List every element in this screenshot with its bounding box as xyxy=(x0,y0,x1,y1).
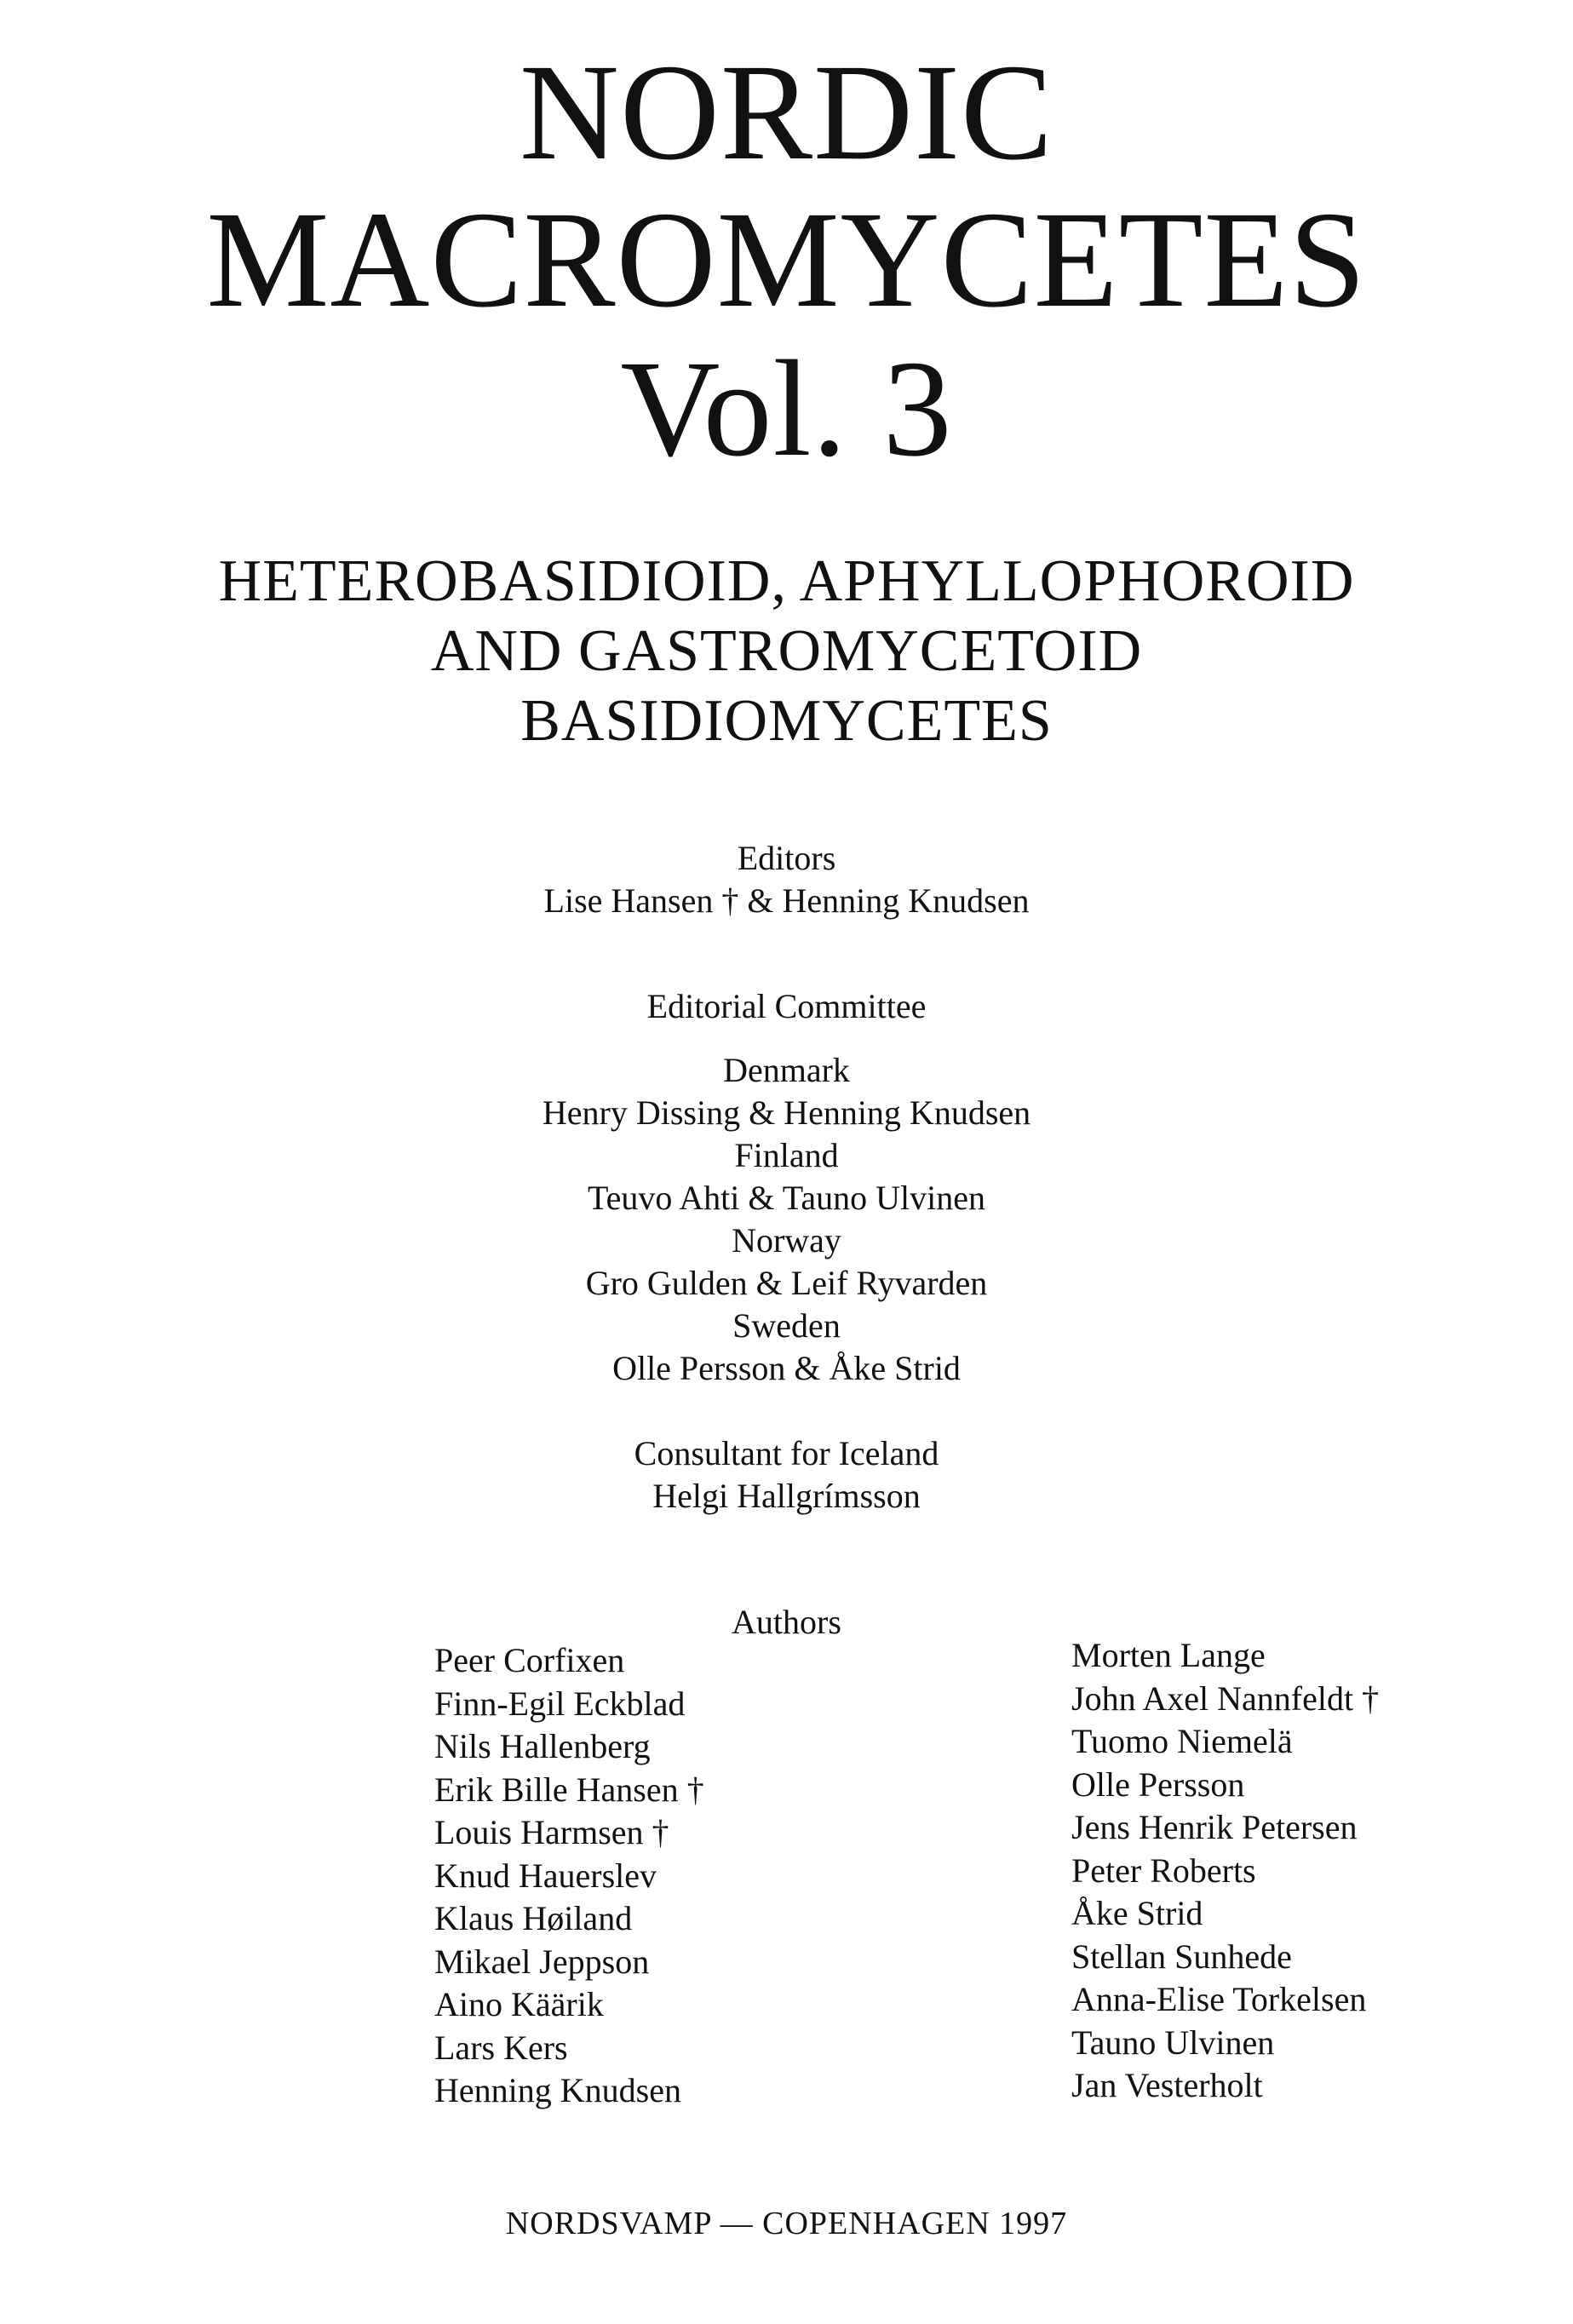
editors-heading: Editors xyxy=(737,839,836,877)
author-name: Jan Vesterholt xyxy=(1071,2066,1263,2104)
authors-left-column xyxy=(434,1639,704,2113)
title-line-1: NORDIC xyxy=(519,37,1054,189)
author-name: Jens Henrik Petersen xyxy=(1071,1808,1358,1846)
author-name: Stellan Sunhede xyxy=(1071,1937,1292,1976)
author-name: Morten Lange xyxy=(1071,1636,1266,1674)
subtitle-line-2: AND GASTROMYCETOID xyxy=(430,618,1143,684)
author-name: Klaus Høiland xyxy=(434,1899,633,1937)
title-line-3: Vol. 3 xyxy=(620,333,953,485)
authors-heading: Authors xyxy=(732,1603,841,1641)
title-line-2: MACROMYCETES xyxy=(206,184,1367,336)
committee-line-finland: Finland xyxy=(734,1136,839,1174)
author-name: Finn-Egil Eckblad xyxy=(434,1684,686,1723)
author-name: Olle Persson xyxy=(1071,1765,1245,1804)
authors-right-column xyxy=(1071,1634,1379,2108)
committee-line-sweden-members: Olle Persson & Åke Strid xyxy=(612,1349,961,1387)
subtitle-line-3: BASIDIOMYCETES xyxy=(520,688,1053,754)
editors-names: Lise Hansen † & Henning Knudsen xyxy=(543,881,1030,920)
committee-line-denmark: Denmark xyxy=(723,1051,850,1089)
author-name: Knud Hauerslev xyxy=(434,1856,657,1895)
author-name: Peer Corfixen xyxy=(434,1641,625,1679)
author-name: Louis Harmsen † xyxy=(434,1813,669,1851)
author-name: Peter Roberts xyxy=(1071,1851,1256,1890)
committee-line-denmark-members: Henry Dissing & Henning Knudsen xyxy=(542,1093,1031,1132)
committee-line-sweden: Sweden xyxy=(732,1306,841,1345)
author-name: Anna-Elise Torkelsen xyxy=(1071,1980,1367,2018)
committee-line-norway-members: Gro Gulden & Leif Ryvarden xyxy=(585,1264,988,1302)
author-name: Nils Hallenberg xyxy=(434,1727,651,1765)
author-name: Åke Strid xyxy=(1071,1894,1203,1932)
author-name: Lars Kers xyxy=(434,2028,568,2067)
author-name: Henning Knudsen xyxy=(434,2071,681,2109)
author-name: Mikael Jeppson xyxy=(434,1942,650,1981)
author-name: Erik Bille Hansen † xyxy=(434,1770,704,1809)
author-name: Aino Käärik xyxy=(434,1985,604,2023)
author-name: Tuomo Niemelä xyxy=(1071,1722,1293,1760)
committee-heading: Editorial Committee xyxy=(646,987,927,1025)
publisher-imprint: NORDSVAMP — COPENHAGEN 1997 xyxy=(505,2206,1068,2241)
subtitle-line-1: HETEROBASIDIOID, APHYLLOPHOROID xyxy=(218,548,1355,614)
consultant-heading: Consultant for Iceland xyxy=(634,1434,939,1472)
author-name: Tauno Ulvinen xyxy=(1071,2023,1275,2062)
author-name: John Axel Nannfeldt † xyxy=(1071,1678,1380,1718)
consultant-name: Helgi Hallgrímsson xyxy=(652,1477,921,1515)
committee-line-norway: Norway xyxy=(732,1221,841,1260)
committee-line-finland-members: Teuvo Ahti & Tauno Ulvinen xyxy=(588,1179,985,1217)
